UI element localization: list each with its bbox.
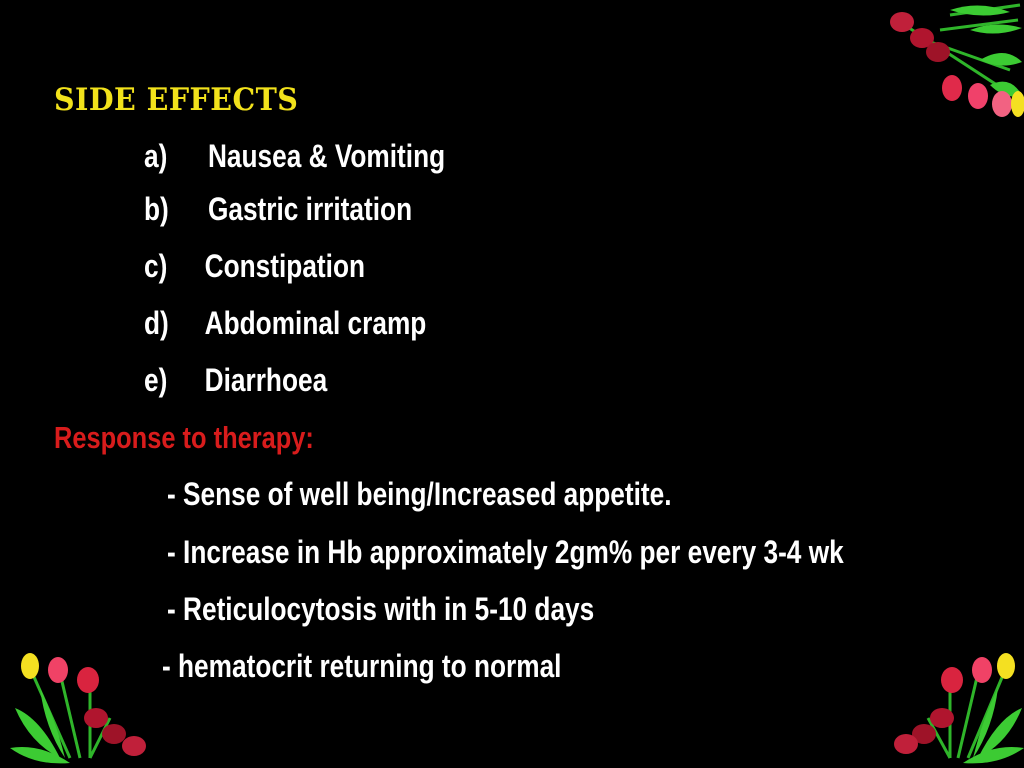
tulip-bouquet-bottom-left-icon [10,648,155,768]
response-item: - Sense of well being/Increased appetite. [167,476,672,512]
response-heading: Response to therapy: [54,420,314,455]
response-item: - Reticulocytosis with in 5-10 days [167,591,595,627]
list-item-text: Diarrhoea [204,362,328,398]
list-marker: e) [144,362,168,398]
list-item-text: Abdominal cramp [204,305,427,341]
tulip-bouquet-top-right-icon [880,0,1024,125]
list-item-text: Constipation [204,248,366,284]
list-marker: c) [144,248,168,284]
tulip-bouquet-bottom-right-icon [888,648,1024,768]
list-item [144,191,412,228]
list-item-text: Gastric irritation [207,191,413,227]
response-item: - hematocrit returning to normal [162,648,562,684]
list-item [144,305,426,342]
list-marker: b) [144,191,169,227]
list-marker: d) [144,305,169,341]
list-item-text: Nausea & Vomiting [207,138,446,174]
list-item [144,362,327,399]
response-item: - Increase in Hb approximately 2gm% per every 3-4 wk [167,534,844,570]
slide-title: SIDE EFFECTS [54,82,299,118]
list-item [144,138,445,175]
list-marker: a) [144,138,168,174]
list-item [144,248,365,285]
